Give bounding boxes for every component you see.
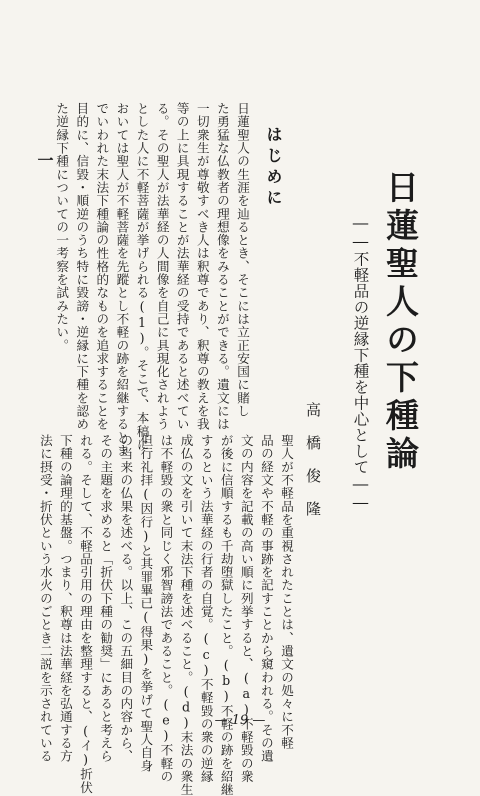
text-line: は不軽毀の衆と同じく邪智謗法であること。(e)不軽の bbox=[158, 434, 174, 784]
text-line: 日蓮聖人の生涯を辿るとき、そこには立正安国に賭し bbox=[235, 102, 250, 418]
text-line: おいては聖人が不軽菩薩を先蹤とし不軽の跡を紹継するとま bbox=[114, 102, 130, 458]
text-line: 聖人が不軽品を重視されたことは、遺文の処々に不軽 bbox=[279, 434, 294, 750]
text-line: 目的に、信毀・順逆のうち特に毀謗・逆縁に下種を認め bbox=[74, 102, 90, 431]
text-line: れる。そして、不軽品引用の理由を整理すると、(イ)折伏 bbox=[78, 434, 94, 794]
text-line: その主題を求めると「折伏下種の勧奨」にあると考えら bbox=[98, 434, 114, 763]
page-number: — 19 — bbox=[214, 713, 266, 728]
section-heading: はじめに bbox=[264, 126, 283, 210]
text-line: 等の上に具現することが法華経の受持であると述べてい bbox=[174, 102, 190, 431]
text-line: る。その聖人が法華経の人間像を自己に具現化されよう bbox=[154, 102, 170, 431]
text-line: 下種の論理的基盤。つまり、釈尊は法華経を弘通する方 bbox=[57, 434, 73, 763]
text-line: 但行礼拝(因行)と其罪畢已(得果)を挙げて聖人自身 bbox=[138, 434, 154, 773]
paper-title: 日蓮聖人の下種論 bbox=[381, 170, 420, 474]
section-number: 一 bbox=[35, 152, 54, 168]
text-line: 文の内容を記載の高い順に列挙すると、(a)不軽毀の衆 bbox=[238, 434, 254, 784]
text-line: た逆縁下種についての一考察を試みたい。 bbox=[54, 102, 70, 352]
text-line: するという法華経の行者の自覚。(c)不軽毀の衆の逆縁 bbox=[198, 434, 214, 784]
text-line: の当来の仏果を述べる。以上、この五細目の内容から、 bbox=[118, 434, 134, 763]
text-line: とした人に不軽菩薩が挙げられる(1)。そこで、本稿に bbox=[134, 102, 150, 452]
text-line: た勇猛な仏教者の理想像をみることができる。遺文には bbox=[214, 102, 230, 431]
text-line: 一切衆生が尊敬すべき人は釈尊であり、釈尊の教えを我 bbox=[194, 102, 210, 431]
text-line: 法に摂受・折伏という水火のごとき二説を示されている bbox=[37, 434, 53, 763]
text-line: が後に信順するも千劫堕獄したこと。(b)不軽の跡を紹継 bbox=[218, 434, 234, 796]
body-paragraph bbox=[37, 434, 296, 796]
text-line: でいわれた末法下種論の性格的なものを追求することを bbox=[94, 102, 110, 431]
text-line: 品の経文や不軽の事跡を記すことから窺われる。その遺 bbox=[258, 434, 274, 763]
intro-paragraph bbox=[54, 102, 252, 458]
author-name: 高橋俊隆 bbox=[304, 402, 322, 534]
paper-subtitle: ――不軽品の逆縁下種を中心として―― bbox=[351, 214, 370, 512]
text-line: 成仏の文を引いて末法下種を述べること。(d)末法の衆生 bbox=[178, 434, 194, 796]
